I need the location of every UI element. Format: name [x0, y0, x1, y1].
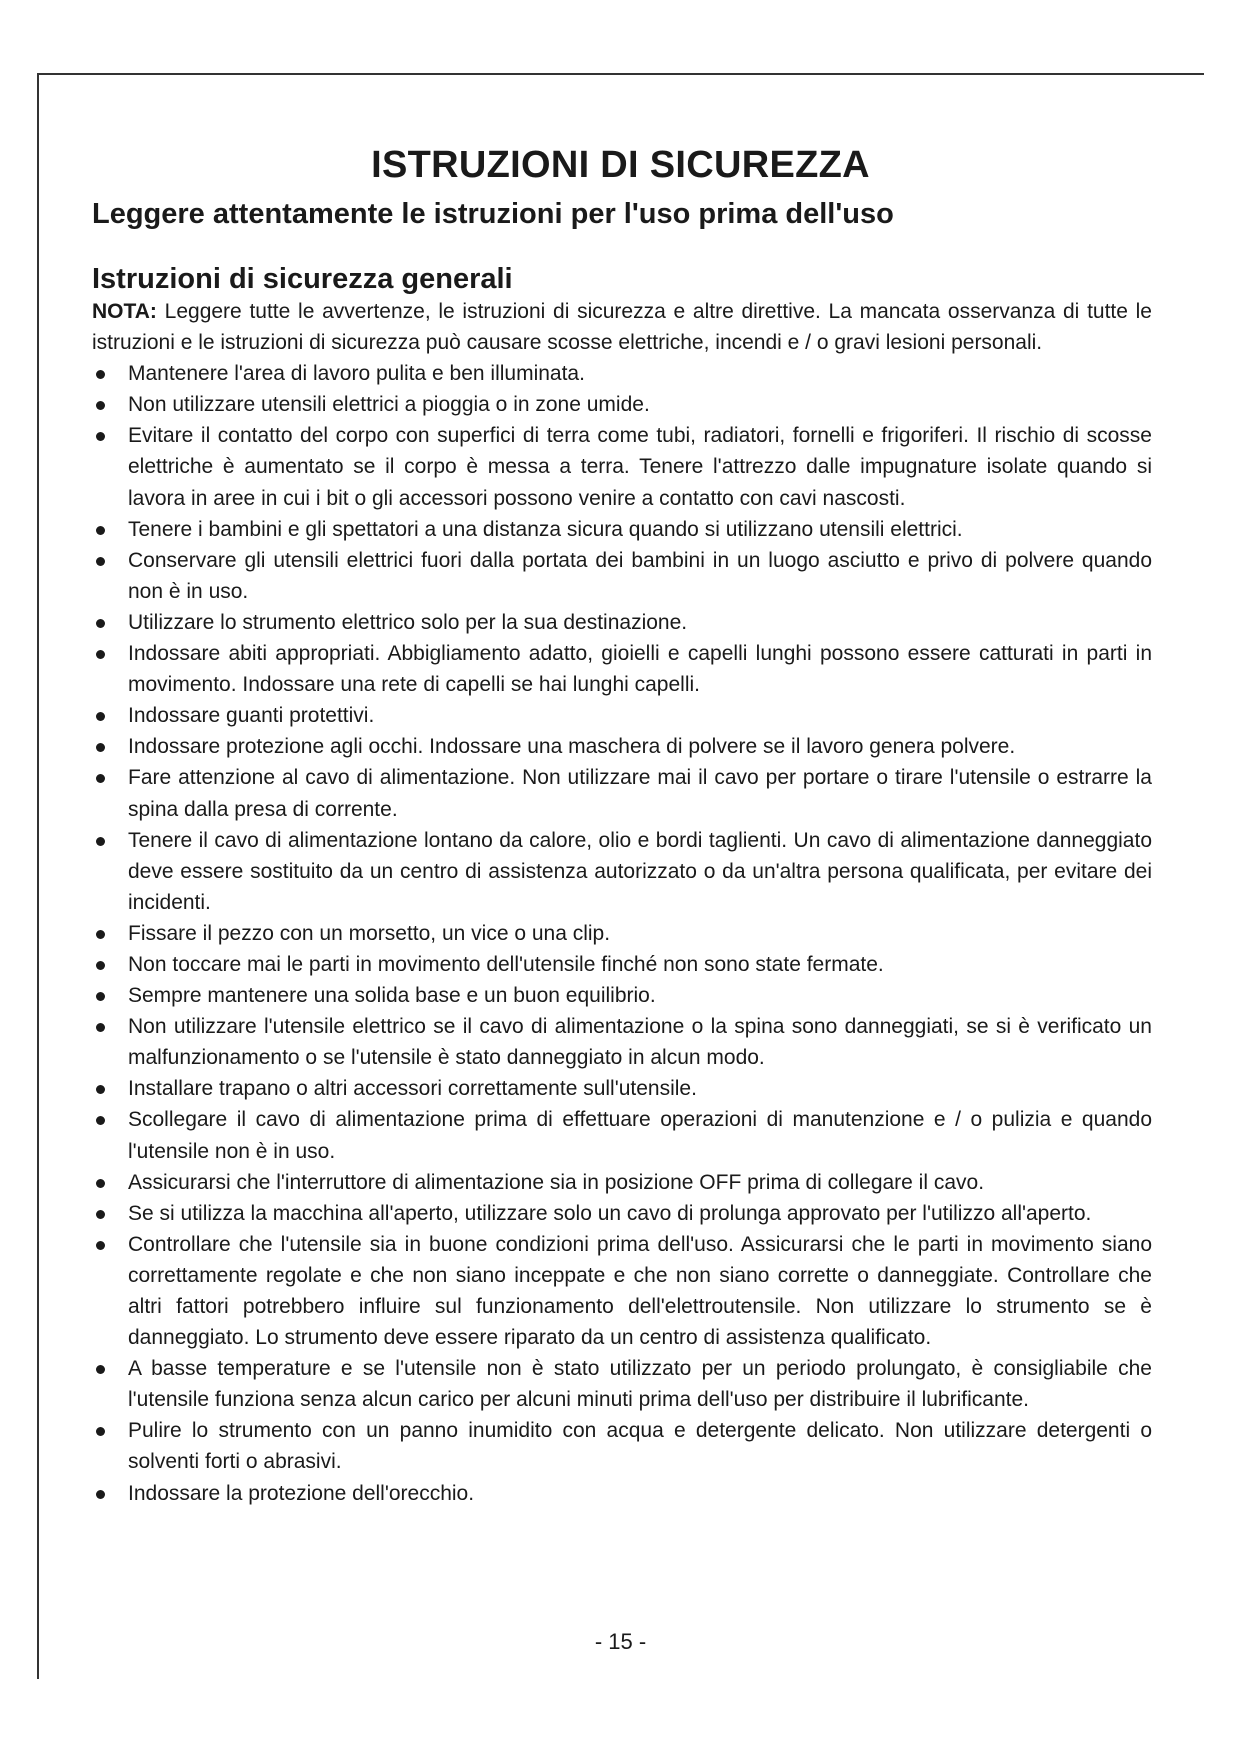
list-item: [92, 420, 1152, 513]
list-item-text: Tenere il cavo di alimentazione lontano da calore, olio e bordi taglienti. Un cavo di alimentazione danneggiato deve essere sostituito da un centro di assistenza autorizzato o da un'altra persona qualificata, per evitare dei incidenti.: [128, 828, 1152, 914]
list-item: [92, 1353, 1152, 1415]
list-item: [92, 607, 1152, 638]
list-item-text: Indossare abiti appropriati. Abbigliamento adatto, gioielli e capelli lunghi possono essere catturati in parti in movimento. Indossare una rete di capelli se hai lunghi capelli.: [128, 642, 1152, 697]
list-item: [92, 762, 1152, 824]
bullet-icon: [96, 650, 105, 659]
list-item-text: Conservare gli utensili elettrici fuori dalla portata dei bambini in un luogo asciutto e privo di polvere quando non è in uso.: [128, 548, 1152, 603]
list-item: [92, 949, 1152, 980]
bullet-icon: [96, 930, 105, 939]
list-item: [92, 980, 1152, 1011]
bullet-icon: [96, 743, 105, 752]
note-text: Leggere tutte le avvertenze, le istruzioni di sicurezza e altre direttive. La mancata osservanza di tutte le istruzioni e le istruzioni di sicurezza può causare scosse elettriche, incendi e / o gravi lesioni personali.: [92, 300, 1152, 355]
bullet-icon: [96, 1210, 105, 1219]
bullet-icon: [96, 557, 105, 566]
bullet-icon: [96, 1023, 105, 1032]
list-item-text: Assicurarsi che l'interruttore di alimentazione sia in posizione OFF prima di collegare il cavo.: [128, 1170, 985, 1194]
bullet-icon: [96, 370, 105, 379]
list-item: [92, 1415, 1152, 1477]
list-item: [92, 1104, 1152, 1166]
list-item: [92, 1478, 1152, 1509]
list-item: [92, 358, 1152, 389]
list-item-text: Indossare guanti protettivi.: [128, 704, 375, 728]
list-item-text: Fare attenzione al cavo di alimentazione. Non utilizzare mai il cavo per portare o tirare l'utensile o estrarre la spina dalla presa di corrente.: [128, 766, 1152, 821]
bullet-icon: [96, 1085, 105, 1094]
list-item: [92, 700, 1152, 731]
content-body: [92, 296, 1152, 1509]
bullet-icon: [96, 712, 105, 721]
bullet-icon: [96, 961, 105, 970]
list-item: [92, 638, 1152, 700]
page-frame-top-border: [37, 73, 1204, 75]
list-item-text: Evitare il contatto del corpo con superfici di terra come tubi, radiatori, fornelli e frigoriferi. Il rischio di scosse elettriche è aumentato se il corpo è messa a terra. Tenere l'attrezzo dalle impugnature isolate quando si lavora in aree in cui i bit o gli accessori possono venire a contatto con cavi nascosti.: [128, 424, 1152, 510]
note-label: NOTA:: [92, 300, 157, 323]
bullet-icon: [96, 432, 105, 441]
bullet-icon: [96, 1365, 105, 1374]
list-item: [92, 545, 1152, 607]
list-item: [92, 1011, 1152, 1073]
bullet-icon: [96, 1179, 105, 1188]
bullet-icon: [96, 1427, 105, 1436]
list-item-text: Se si utilizza la macchina all'aperto, utilizzare solo un cavo di prolunga approvato per l'utilizzo all'aperto.: [128, 1201, 1092, 1225]
note-paragraph: [92, 296, 1152, 358]
list-item: [92, 1073, 1152, 1104]
bullet-icon: [96, 992, 105, 1001]
list-item-text: Tenere i bambini e gli spettatori a una distanza sicura quando si utilizzano utensili elettrici.: [128, 517, 963, 541]
list-item: [92, 731, 1152, 762]
bullet-icon: [96, 1241, 105, 1250]
bullet-icon: [96, 619, 105, 628]
list-item: [92, 514, 1152, 545]
bullet-icon: [96, 1490, 105, 1499]
section-heading: Istruzioni di sicurezza generali: [92, 263, 513, 295]
list-item-text: Mantenere l'area di lavoro pulita e ben illuminata.: [128, 362, 585, 386]
page-subtitle: Leggere attentamente le istruzioni per l'uso prima dell'uso: [92, 198, 894, 230]
list-item-text: Sempre mantenere una solida base e un buon equilibrio.: [128, 984, 656, 1008]
safety-instructions-list: [92, 358, 1152, 1508]
bullet-icon: [96, 526, 105, 535]
list-item-text: Non toccare mai le parti in movimento dell'utensile finché non sono state fermate.: [128, 952, 884, 976]
list-item-text: Utilizzare lo strumento elettrico solo per la sua destinazione.: [128, 610, 688, 634]
list-item: [92, 918, 1152, 949]
page-frame-left-border: [37, 73, 39, 1679]
list-item-text: Controllare che l'utensile sia in buone condizioni prima dell'uso. Assicurarsi che le parti in movimento siano correttamente regolate e che non siano inceppate e che non siano corrette o danneggiate. Controllare che altri fattori potrebbero influire sul funzionamento dell'elettroutensile. Non utilizzare lo strumento se è danneggiato. Lo strumento deve essere riparato da un centro di assistenza qualificato.: [128, 1232, 1152, 1350]
page-number: - 15 -: [594, 1629, 647, 1654]
list-item-text: Scollegare il cavo di alimentazione prima di effettuare operazioni di manutenzione e / o pulizia e quando l'utensile non è in uso.: [128, 1108, 1152, 1163]
bullet-icon: [96, 774, 105, 783]
page-title: ISTRUZIONI DI SICUREZZA: [371, 144, 870, 186]
list-item-text: Pulire lo strumento con un panno inumidito con acqua e detergente delicato. Non utilizzare detergenti o solventi forti o abrasivi.: [128, 1419, 1152, 1474]
list-item-text: Installare trapano o altri accessori correttamente sull'utensile.: [128, 1077, 697, 1101]
list-item: [92, 825, 1152, 918]
bullet-icon: [96, 837, 105, 846]
list-item-text: Non utilizzare l'utensile elettrico se il cavo di alimentazione o la spina sono danneggiati, se si è verificato un malfunzionamento o se l'utensile è stato danneggiato in alcun modo.: [128, 1015, 1152, 1070]
list-item-text: Fissare il pezzo con un morsetto, un vice o una clip.: [128, 921, 611, 945]
list-item: [92, 1198, 1152, 1229]
bullet-icon: [96, 401, 105, 410]
list-item-text: Non utilizzare utensili elettrici a pioggia o in zone umide.: [128, 393, 650, 417]
bullet-icon: [96, 1116, 105, 1125]
list-item-text: A basse temperature e se l'utensile non è stato utilizzato per un periodo prolungato, è consigliabile che l'utensile funziona senza alcun carico per alcuni minuti prima dell'uso per distribuire il lubrificante.: [128, 1357, 1152, 1412]
list-item: [92, 389, 1152, 420]
list-item: [92, 1229, 1152, 1353]
list-item-text: Indossare protezione agli occhi. Indossare una maschera di polvere se il lavoro genera polvere.: [128, 735, 1016, 759]
list-item-text: Indossare la protezione dell'orecchio.: [128, 1481, 475, 1505]
list-item: [92, 1167, 1152, 1198]
